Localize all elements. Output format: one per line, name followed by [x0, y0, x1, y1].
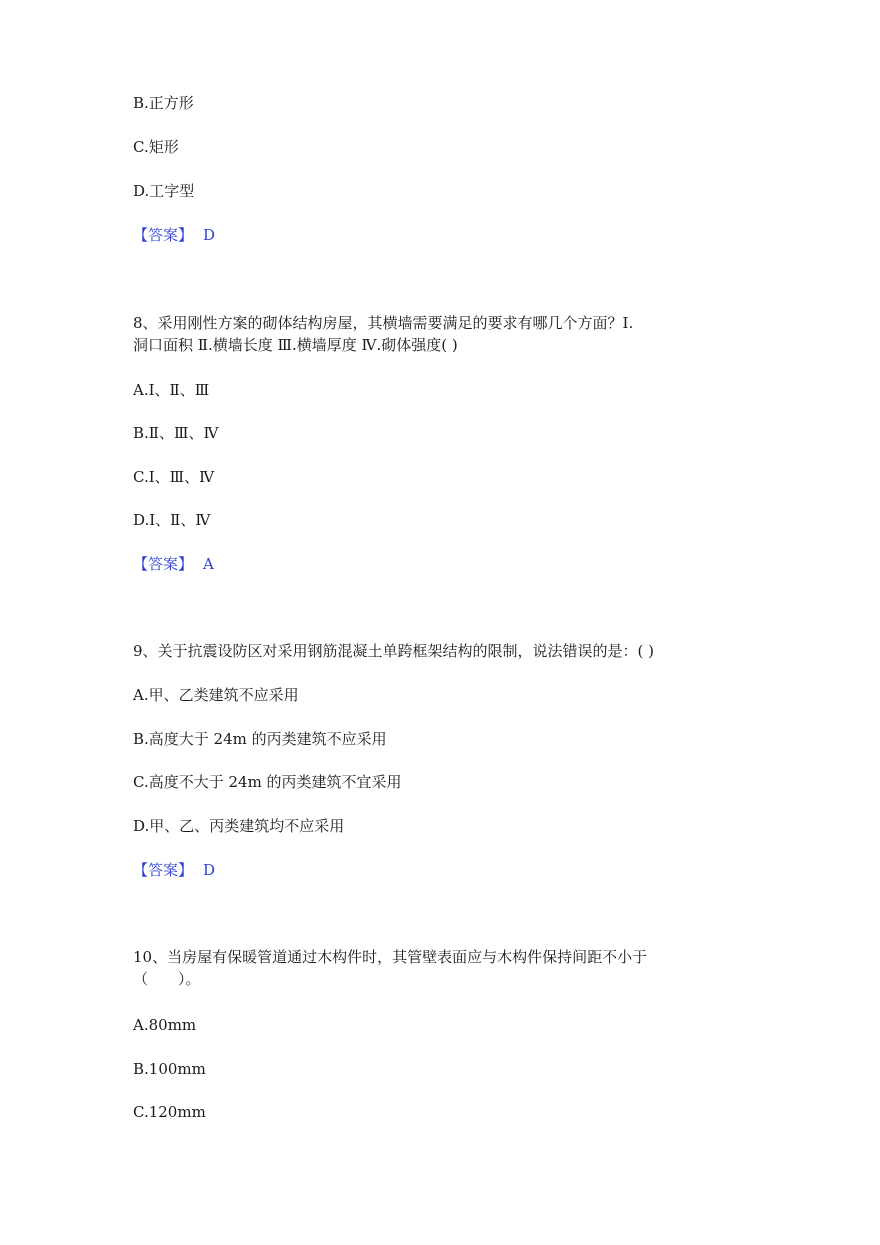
option-a: A.Ⅰ、Ⅱ、Ⅲ: [133, 381, 210, 399]
option-d: D.工字型: [133, 182, 195, 200]
option-b: B.100mm: [133, 1060, 206, 1078]
option-b: B.Ⅱ、Ⅲ、Ⅳ: [133, 424, 219, 442]
answer-label: 【答案】: [133, 555, 194, 573]
answer-line: [133, 225, 215, 245]
answer-label: 【答案】: [133, 226, 194, 244]
option-b: B.高度大于 24m 的丙类建筑不应采用: [133, 730, 387, 748]
option-c: C.矩形: [133, 138, 179, 156]
option-c: C.高度不大于 24m 的丙类建筑不宜采用: [133, 773, 402, 791]
question-stem-continued: 洞口面积 Ⅱ.横墙长度 Ⅲ.横墙厚度 Ⅳ.砌体强度( ): [133, 336, 458, 354]
question-stem-continued: （ ）。: [133, 970, 201, 988]
option-c: C.120mm: [133, 1103, 206, 1121]
option-a: A.甲、乙类建筑不应采用: [133, 686, 299, 704]
option-c: C.Ⅰ、Ⅲ、Ⅳ: [133, 468, 215, 486]
option-d: D.甲、乙、丙类建筑均不应采用: [133, 817, 345, 835]
answer-line: [133, 860, 215, 880]
answer-label: 【答案】: [133, 861, 194, 879]
answer-value: A: [203, 555, 214, 573]
answer-value: D: [203, 226, 216, 244]
question-stem: 10、当房屋有保暖管道通过木构件时，其管壁表面应与木构件保持间距不小于: [133, 948, 648, 966]
answer-value: D: [203, 861, 216, 879]
question-stem: 9、关于抗震设防区对采用钢筋混凝土单跨框架结构的限制，说法错误的是：( ): [133, 642, 655, 660]
option-a: A.80mm: [133, 1016, 197, 1034]
question-stem: 8、采用刚性方案的砌体结构房屋，其横墙需要满足的要求有哪几个方面？Ⅰ.: [133, 314, 634, 332]
option-b: B.正方形: [133, 94, 194, 112]
answer-line: [133, 554, 214, 574]
option-d: D.Ⅰ、Ⅱ、Ⅳ: [133, 511, 211, 529]
